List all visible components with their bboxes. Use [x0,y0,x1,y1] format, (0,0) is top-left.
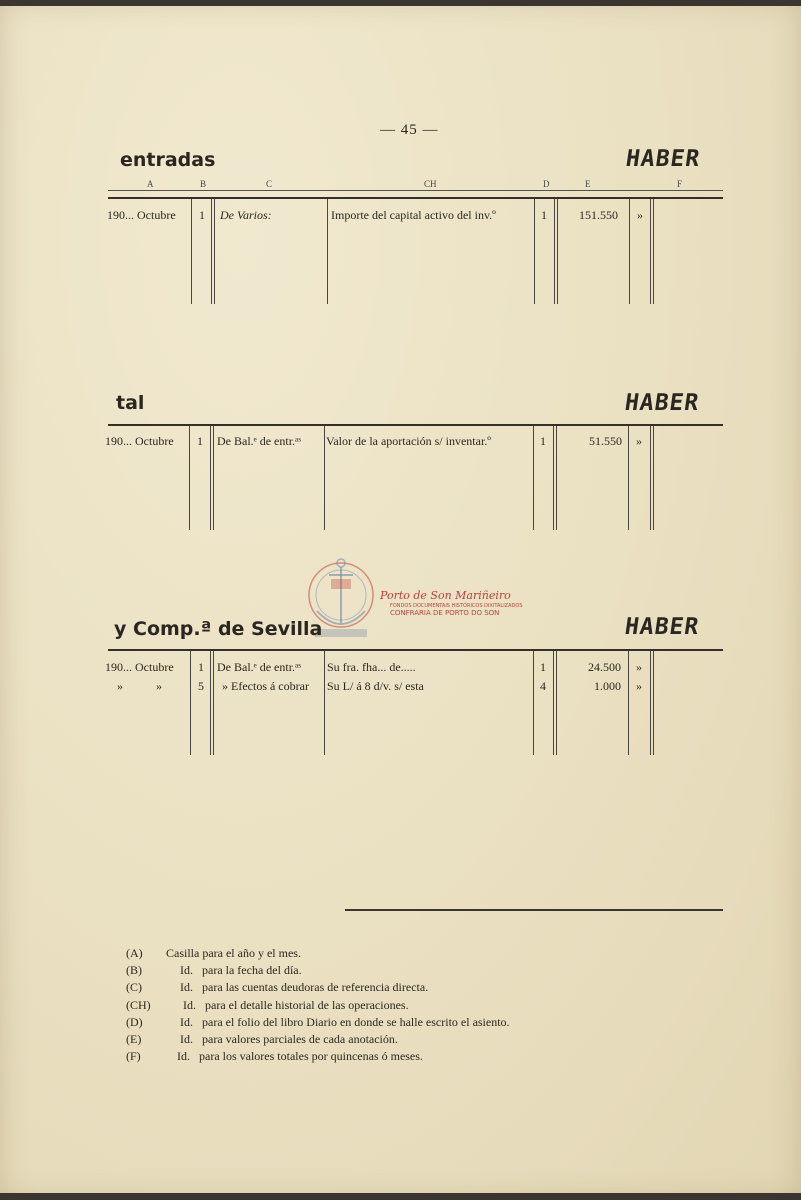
entry-detail: Valor de la aportación s/ inventar.º [326,434,491,448]
col-divider [628,651,629,755]
col-divider [533,426,534,530]
note-text-e: Id. para valores parciales de cada anotación. [180,1032,398,1046]
haber-heading-2: HABER [623,390,702,416]
ledger-rule-2 [108,424,723,426]
column-header-c: C [266,179,273,189]
entry-account: De Varios: [220,208,272,222]
note-text-a: Casilla para el año y el mes. [166,946,301,960]
note-text-d: Id. para el folio del libro Diario en donde se halle escrito el asiento. [180,1015,510,1029]
entry-day: 1 [197,434,203,448]
col-divider [534,199,535,304]
note-text-c: Id. para las cuentas deudoras de referencia directa. [180,980,429,994]
col-divider [213,651,214,755]
entry-total-value: » [636,434,642,448]
note-label-f: (F) [126,1049,141,1063]
column-header-ch: CH [424,179,437,189]
entry-day: 1 [198,660,204,674]
col-divider [650,199,651,304]
entry-total-value: » [636,679,642,693]
col-divider [653,426,654,530]
note-text-ch: Id. para el detalle historial de las operaciones. [183,998,409,1012]
col-divider [653,199,654,304]
section-title-sevilla: y Comp.ª de Sevilla [114,618,323,640]
entry-partial-value: 24.500 [588,660,621,674]
entry-detail: Su L/ á 8 d/v. s/ esta [327,679,424,693]
note-text-f: Id. para los valores totales por quincenas ó meses. [177,1049,423,1063]
entry-day: 1 [199,208,205,222]
stamp-organization: CONFRARIA DE PORTO DO SON [390,609,500,617]
entry-partial-value: 51.550 [589,434,622,448]
haber-heading-1: HABER [624,146,703,172]
entry-date: 190... Octubre [105,434,174,448]
entry-folio: 4 [540,679,546,693]
entry-partial-value: 1.000 [594,679,621,693]
note-label-ch: (CH) [126,998,151,1012]
stamp-title: Porto de Son Mariñeiro [380,589,511,602]
entry-date: 190... Octubre [105,660,174,674]
col-divider [190,651,191,755]
column-header-e: E [585,179,591,189]
ledger-rule-1 [108,197,723,199]
entry-account: De Bal.ᵉ de entr.ᵃˢ [217,434,301,448]
header-rule-1 [108,190,723,191]
note-label-d: (D) [126,1015,143,1029]
col-divider [214,199,215,304]
page-number: — 45 — [380,122,439,138]
entry-ditto-mark: » [156,679,162,693]
col-divider [324,651,325,755]
column-header-b: B [200,179,207,189]
col-divider [533,651,534,755]
entry-total-value: » [636,660,642,674]
entry-detail: Su fra. fha... de..... [327,660,416,674]
col-divider [556,426,557,530]
entry-partial-value: 151.550 [579,208,618,222]
section-title-entradas: entradas [120,149,216,171]
col-divider [327,199,328,304]
col-divider [650,426,651,530]
col-divider [556,651,557,755]
col-divider [557,199,558,304]
entry-folio: 1 [540,660,546,674]
col-divider [211,199,212,304]
note-label-e: (E) [126,1032,142,1046]
col-divider [191,199,192,304]
col-divider [324,426,325,530]
page-edge-bottom [0,1193,801,1200]
page-edge-top [0,0,801,6]
col-divider [653,651,654,755]
entry-account: » Efectos á cobrar [222,679,309,693]
note-label-b: (B) [126,963,142,977]
col-divider [629,199,630,304]
entry-account: De Bal.ᵉ de entr.ᵃˢ [217,660,301,674]
col-divider [213,426,214,530]
col-divider [189,426,190,530]
entry-folio: 1 [540,434,546,448]
haber-heading-3: HABER [623,614,702,640]
col-divider [553,651,554,755]
note-label-a: (A) [126,946,143,960]
col-divider [553,426,554,530]
entry-day: 5 [198,679,204,693]
column-header-f: F [677,179,683,189]
note-text-b: Id. para la fecha del día. [180,963,302,977]
col-divider [210,426,211,530]
col-divider [650,651,651,755]
note-label-c: (C) [126,980,142,994]
entry-ditto-mark: » [117,679,123,693]
section-title-tal: tal [116,392,145,414]
col-divider [210,651,211,755]
entry-detail: Importe del capital activo del inv.º [331,208,496,222]
entry-date: 190... Octubre [107,208,176,222]
ledger-rule-3 [108,649,723,651]
entry-folio: 1 [541,208,547,222]
closing-rule [345,909,723,911]
entry-total-value: » [637,208,643,222]
stamp-subtitle: FONDOS DOCUMENTAIS HISTÓRICOS DIXITALIZADOS [390,603,523,609]
column-header-a: A [147,179,154,189]
col-divider [554,199,555,304]
col-divider [628,426,629,530]
column-header-d: D [543,179,550,189]
